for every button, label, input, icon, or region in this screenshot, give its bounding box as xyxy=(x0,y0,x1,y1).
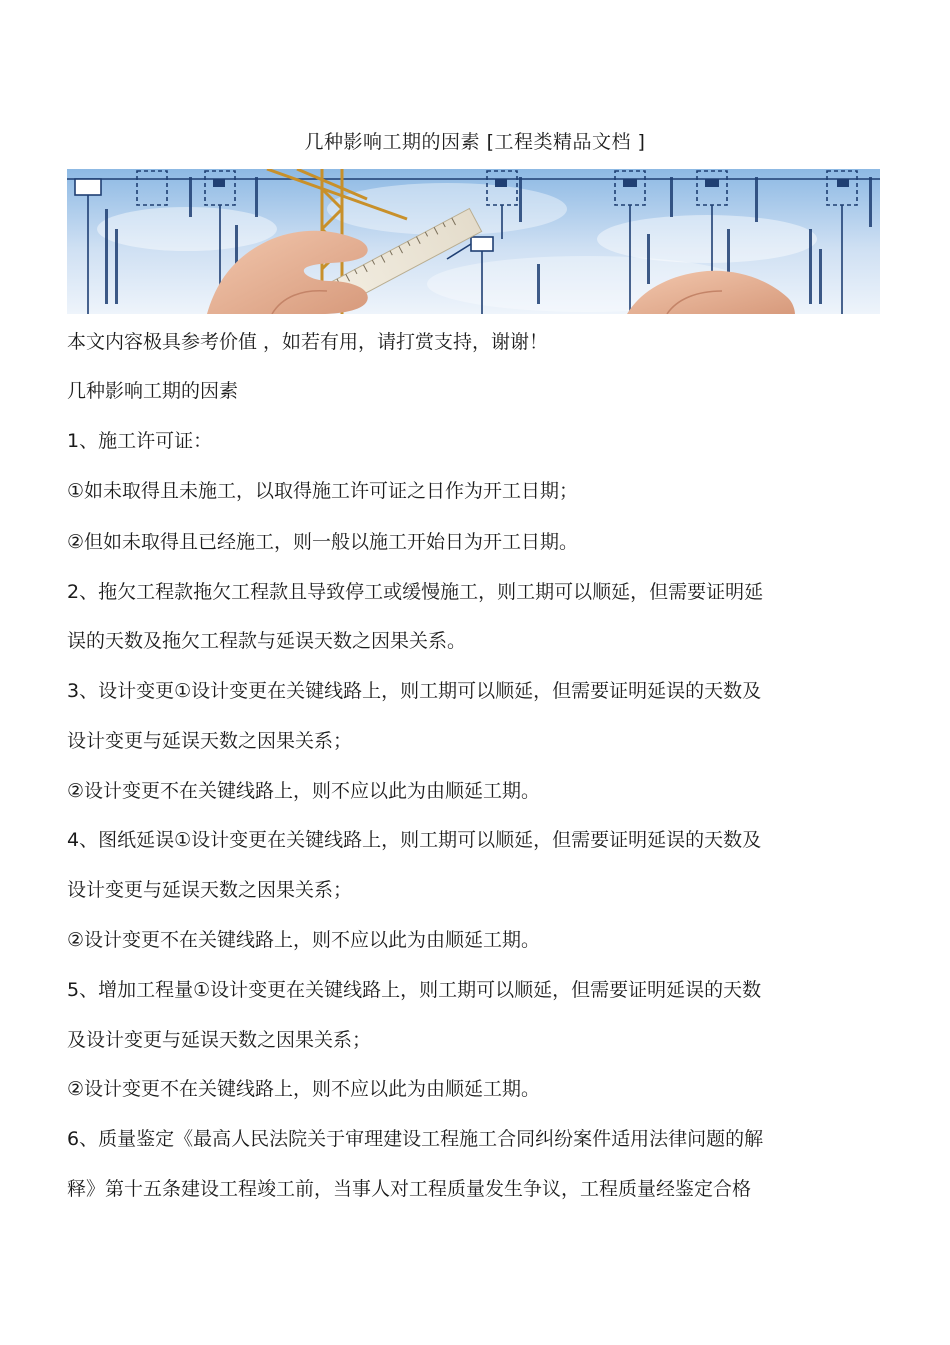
text-line: 误的天数及拖欠工程款与延误天数之因果关系。 xyxy=(67,630,467,652)
text-line: 1、施工许可证： xyxy=(67,430,213,452)
text-line: 5、增加工程量①设计变更在关键线路上，则工期可以顺延，但需要证明延误的天数 xyxy=(67,979,762,1001)
text-line: ①如未取得且未施工，以取得施工许可证之日作为开工日期； xyxy=(67,480,579,502)
text-line: 设计变更与延误天数之因果关系； xyxy=(67,730,353,752)
text-line: 2、拖欠工程款拖欠工程款且导致停工或缓慢施工，则工期可以顺延，但需要证明延 xyxy=(67,581,764,603)
text-line: ②设计变更不在关键线路上，则不应以此为由顺延工期。 xyxy=(67,929,541,951)
document-title: 几种影响工期的因素 [工程类精品文档 ] xyxy=(304,131,646,153)
text-line: 本文内容极具参考价值 ，如若有用，请打赏支持，谢谢！ xyxy=(67,331,549,353)
construction-banner-image xyxy=(67,169,880,314)
text-line: ②设计变更不在关键线路上，则不应以此为由顺延工期。 xyxy=(67,780,541,802)
text-line: 释》第十五条建设工程竣工前，当事人对工程质量发生争议，工程质量经鉴定合格 xyxy=(67,1178,752,1200)
text-line: 6、质量鉴定《最高人民法院关于审理建设工程施工合同纠纷案件适用法律问题的解 xyxy=(67,1128,764,1150)
text-line: ②设计变更不在关键线路上，则不应以此为由顺延工期。 xyxy=(67,1078,541,1100)
text-line: 3、设计变更①设计变更在关键线路上，则工期可以顺延，但需要证明延误的天数及 xyxy=(67,680,762,702)
text-line: 4、图纸延误①设计变更在关键线路上，则工期可以顺延，但需要证明延误的天数及 xyxy=(67,829,762,851)
section-heading: 几种影响工期的因素 xyxy=(67,380,239,402)
text-line: ②但如未取得且已经施工，则一般以施工开始日为开工日期。 xyxy=(67,531,579,553)
text-line: 及设计变更与延误天数之因果关系； xyxy=(67,1029,372,1051)
text-line: 设计变更与延误天数之因果关系； xyxy=(67,879,353,901)
